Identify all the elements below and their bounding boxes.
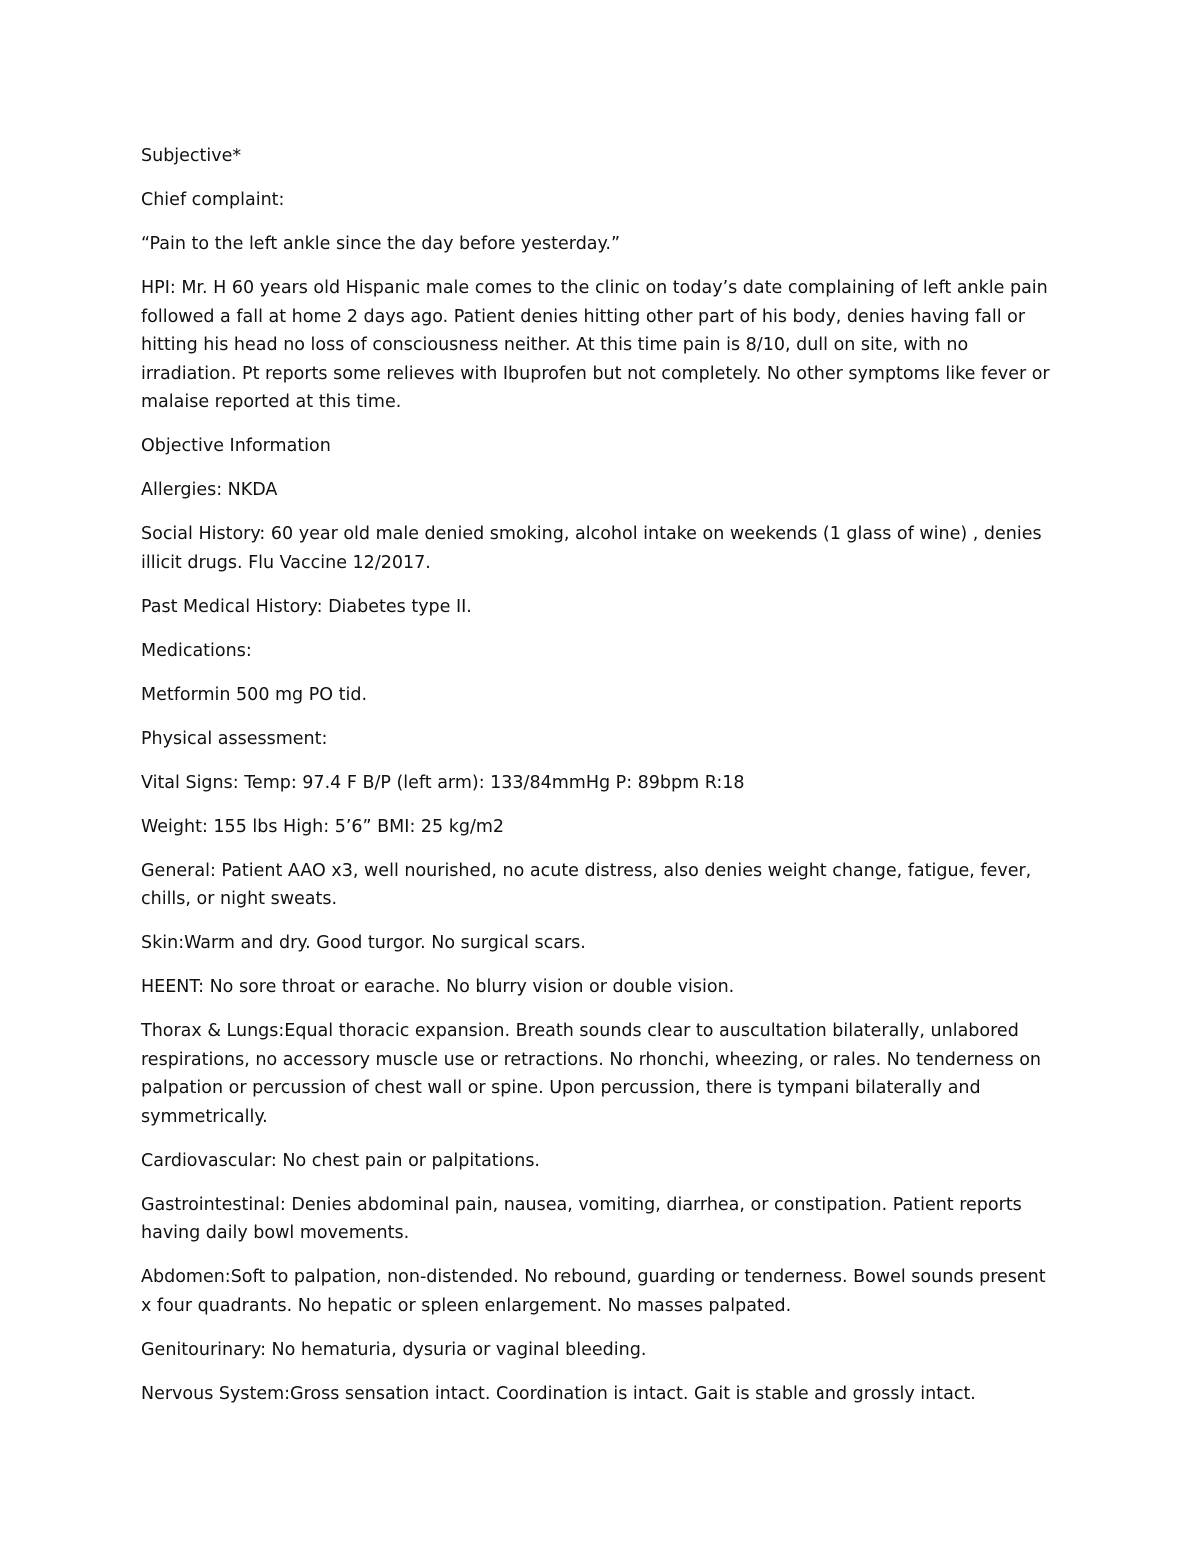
hpi-paragraph: HPI: Mr. H 60 years old Hispanic male comes to the clinic on today’s date complaining of left ankle pain followed a fall at home 2 days ago. Patient denies hitting other part of his body, denies having fall or hitting his head no loss of consciousness neither. At this time pain is 8/10, dull on site, with no irradiation. Pt reports some relieves with Ibuprofen but not completely. No other symptoms like fever or malaise reported at this time. [141,278,1050,412]
thorax-lungs-paragraph: Thorax & Lungs:Equal thoracic expansion. Breath sounds clear to auscultation bilaterally, unlabored respirations, no accessory muscle use or retractions. No rhonchi, wheezing, or rales. No tenderness on palpation or percussion of chest wall or spine. Upon percussion, there is tympani bilaterally and symmetrically. [141,1021,1042,1127]
cardiovascular-line: Cardiovascular: No chest pain or palpitations. [141,1150,540,1171]
abdomen-paragraph: Abdomen:Soft to palpation, non-distended. No rebound, guarding or tenderness. Bowel sounds present x four quadrants. No hepatic or spleen enlargement. No masses palpated. [141,1267,1046,1316]
chief-complaint-quote: “Pain to the left ankle since the day before yesterday.” [141,234,621,254]
social-history-paragraph: Social History: 60 year old male denied smoking, alcohol intake on weekends (1 glass of wine) , denies illicit drugs. Flu Vaccine 12/2017. [141,524,1042,573]
vital-signs-line: Vital Signs: Temp: 97.4 F B/P (left arm): 133/84mmHg P: 89bpm R:18 [141,772,745,793]
heent-line: HEENT: No sore throat or earache. No blurry vision or double vision. [141,977,735,997]
section-heading-subjective: Subjective* [141,146,242,166]
medication-item: Metformin 500 mg PO tid. [141,684,368,705]
past-medical-history-line: Past Medical History: Diabetes type II. [141,596,472,617]
section-heading-objective: Objective Information [141,436,331,456]
weight-line: Weight: 155 lbs High: 5’6” BMI: 25 kg/m2 [141,816,505,837]
genitourinary-line: Genitourinary: No hematuria, dysuria or vaginal bleeding. [141,1339,647,1360]
medications-label: Medications: [141,640,252,661]
general-paragraph: General: Patient AAO x3, well nourished, no acute distress, also denies weight change, fatigue, fever, chills, or night sweats. [141,860,1032,909]
chief-complaint-label: Chief complaint: [141,190,285,210]
nervous-system-line: Nervous System:Gross sensation intact. Coordination is intact. Gait is stable and grossly intact. [141,1383,976,1404]
gastrointestinal-paragraph: Gastrointestinal: Denies abdominal pain, nausea, vomiting, diarrhea, or constipation. Patient reports having daily bowl movements. [141,1194,1022,1243]
allergies-line: Allergies: NKDA [141,480,278,500]
physical-assessment-label: Physical assessment: [141,728,328,749]
skin-line: Skin:Warm and dry. Good turgor. No surgical scars. [141,933,586,953]
document-body [141,142,1061,1424]
